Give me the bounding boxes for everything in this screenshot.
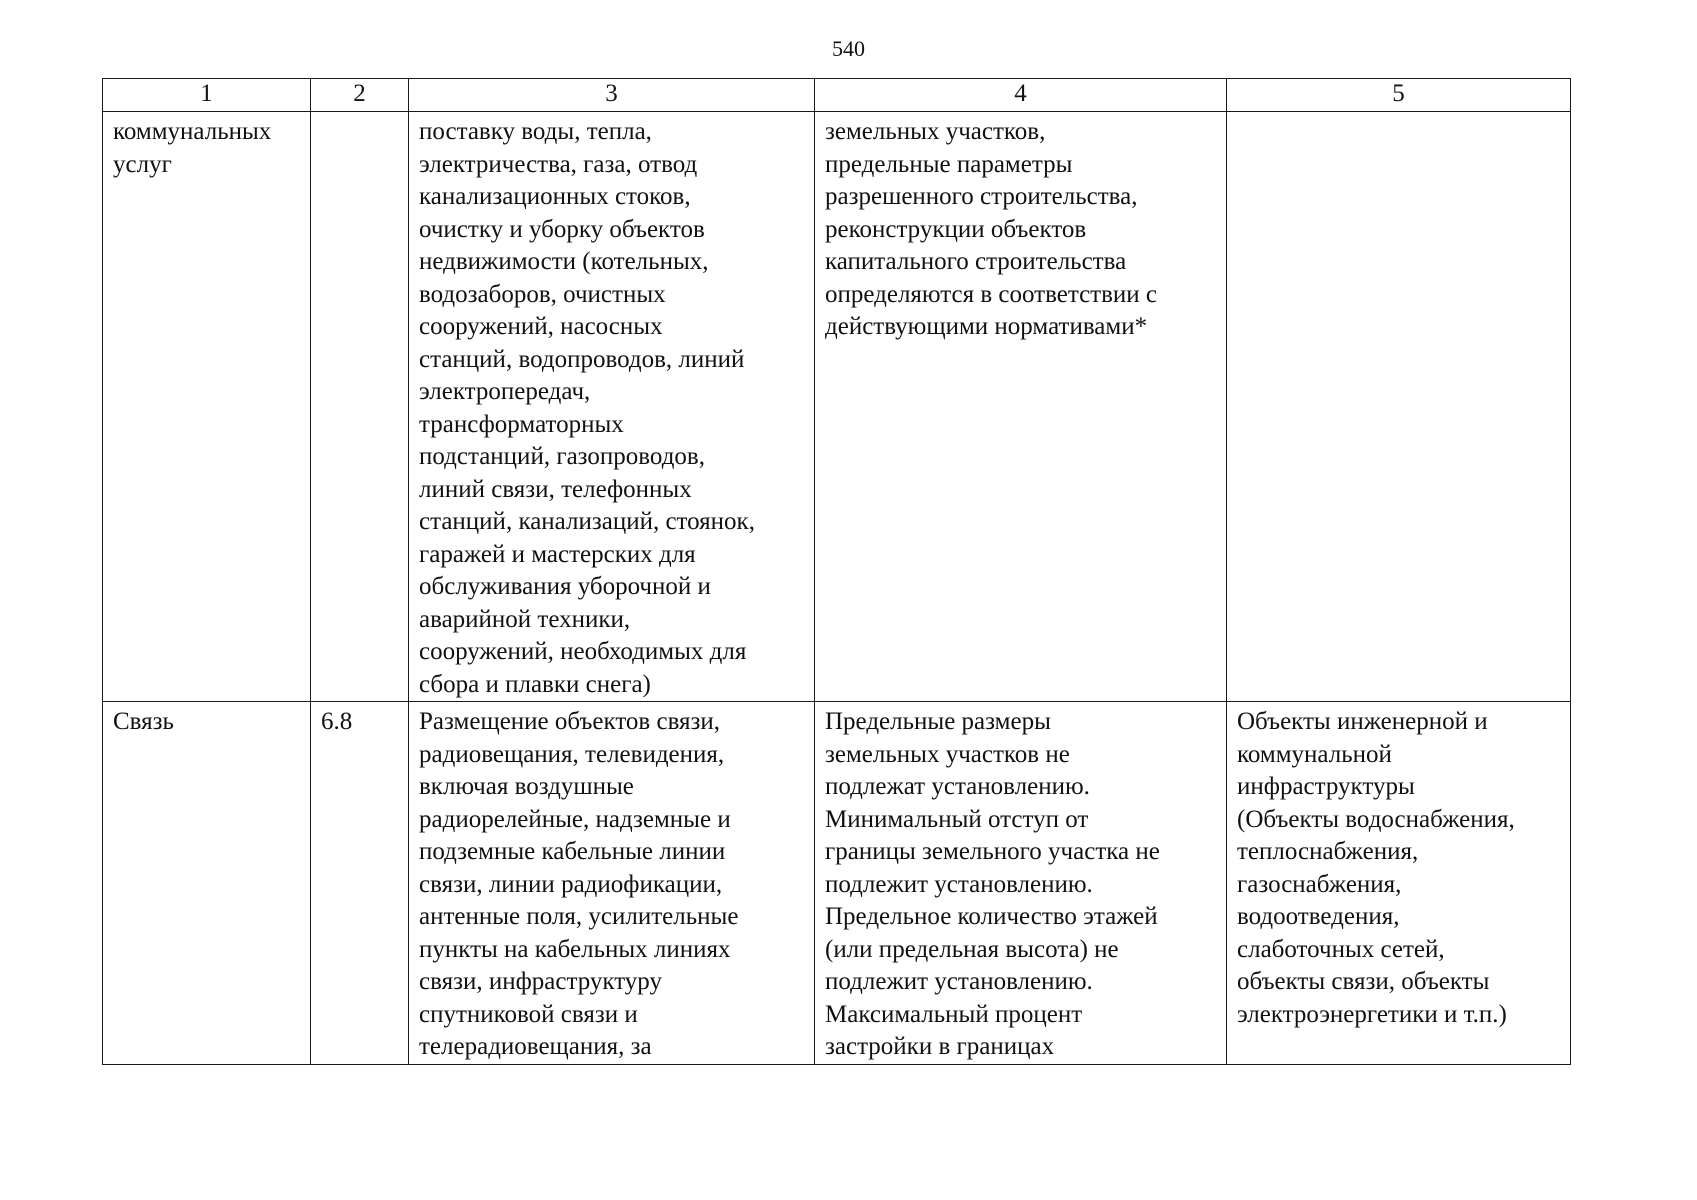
cell-text: земельных участков, предельные параметры разрешенного строительства, реконструкции объектов капитального строительства определяются в соответствии с действующими нормативами* <box>825 118 1158 340</box>
cell-text: коммунальных услуг <box>113 118 272 178</box>
cell-text: Предельные размеры земельных участков не подлежат установлению. Минимальный отступ от границы земельного участка не подлежит установлению. Предельное количество этажей (или предельная высота) не подлежит установлению. Максимальный процент застройки в границах <box>825 708 1160 1060</box>
table-cell-use-name <box>103 702 311 1065</box>
table-cell-use-name <box>103 112 311 702</box>
cell-text: 6.8 <box>321 708 353 735</box>
table-row <box>103 702 1571 1065</box>
table-cell-code <box>311 702 409 1065</box>
table-cell-notes <box>1227 112 1571 702</box>
table-cell-description <box>409 702 815 1065</box>
regulations-table <box>102 78 1571 1065</box>
table-row <box>103 112 1571 702</box>
cell-text: Связь <box>113 708 174 735</box>
table-header-row <box>103 79 1571 112</box>
column-header-1: 1 <box>103 79 311 112</box>
column-header-5: 5 <box>1227 79 1571 112</box>
table-cell-code <box>311 112 409 702</box>
cell-text: Объекты инженерной и коммунальной инфраструктуры (Объекты водоснабжения, теплоснабжения, газоснабжения, водоотведения, слаботочных сетей, объекты связи, объекты электроэнергетики и т.п.) <box>1237 708 1515 1028</box>
table-cell-parameters <box>815 702 1227 1065</box>
page-number: 540 <box>832 36 865 61</box>
cell-text: поставку воды, тепла, электричества, газа, отвод канализационных стоков, очистку и уборку объектов недвижимости (котельных, водозаборов, очистных сооружений, насосных станций, водопроводов, линий электропередач, трансформаторных подстанций, газопроводов, линий связи, телефонных станций, канализаций, стоянок, гаражей и мастерских для обслуживания уборочной и аварийной техники, сооружений, необходимых для сбора и плавки снега) <box>419 118 755 698</box>
column-header-2: 2 <box>311 79 409 112</box>
column-header-3: 3 <box>409 79 815 112</box>
column-header-4: 4 <box>815 79 1227 112</box>
table-cell-description <box>409 112 815 702</box>
cell-text: Размещение объектов связи, радиовещания, телевидения, включая воздушные радиорелейные, надземные и подземные кабельные линии связи, линии радиофикации, антенные поля, усилительные пункты на кабельных линиях связи, инфраструктуру спутниковой связи и телерадиовещания, за <box>419 708 739 1060</box>
table-cell-parameters <box>815 112 1227 702</box>
table-cell-notes <box>1227 702 1571 1065</box>
